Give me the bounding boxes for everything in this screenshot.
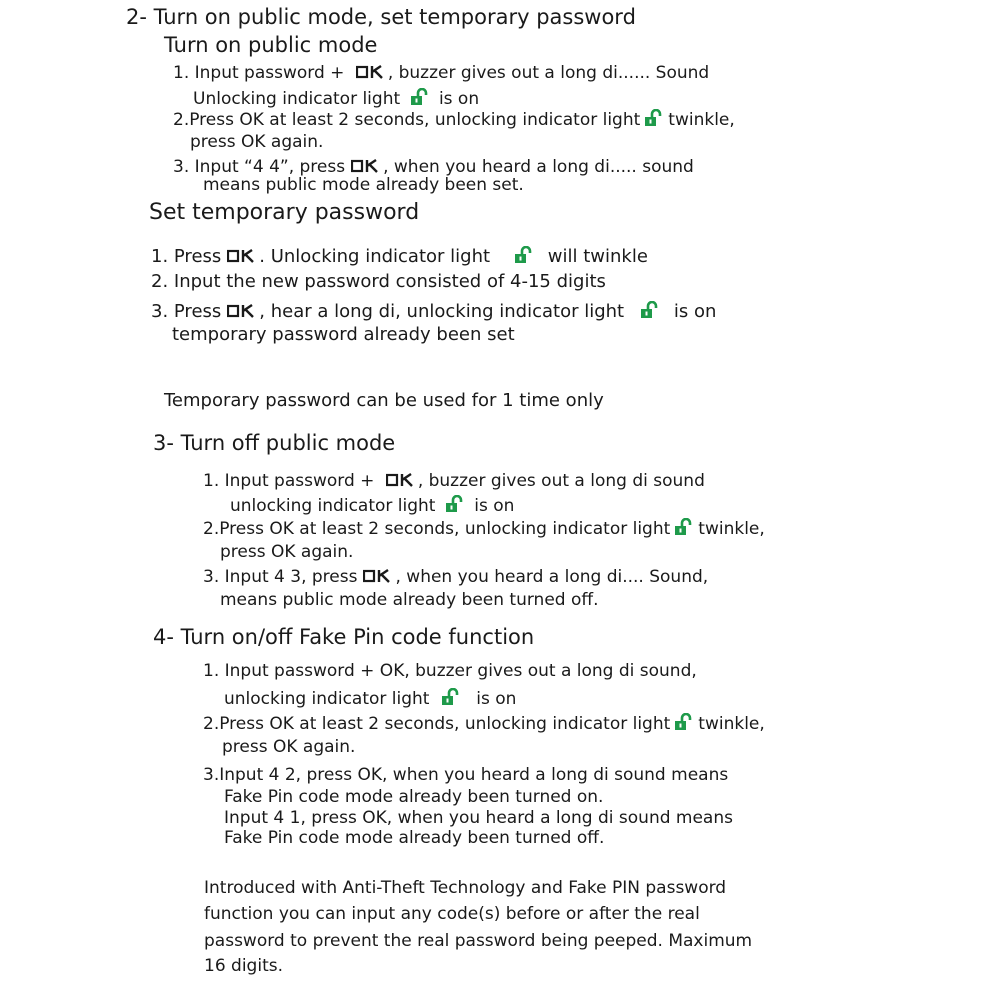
unlocked-padlock-icon	[674, 518, 694, 536]
unlocked-padlock-icon	[514, 246, 534, 264]
unlocked-padlock-icon	[410, 88, 430, 106]
s4-step-2: 2.Press OK at least 2 seconds, unlocking indicator light twinkle,	[203, 714, 765, 734]
unlocked-padlock-icon	[674, 713, 694, 731]
unlocked-padlock-icon	[445, 495, 465, 513]
fake-pin-paragraph-line-3: password to prevent the real password being peeped. Maximum	[204, 931, 753, 951]
section-4-title: 4- Turn on/off Fake Pin code function	[153, 625, 535, 649]
ok-key-icon	[363, 569, 393, 583]
step-3-line-cont: means public mode already been set.	[203, 175, 524, 195]
fake-pin-paragraph-line-4: 16 digits.	[204, 956, 283, 976]
ok-key-icon	[386, 473, 416, 487]
ok-key-icon	[356, 65, 386, 79]
section-3-title: 3- Turn off public mode	[153, 431, 396, 455]
s4-step-1-cont: unlocking indicator light is on	[224, 689, 517, 709]
s3-step-2: 2.Press OK at least 2 seconds, unlocking indicator light twinkle,	[203, 519, 765, 539]
set-temporary-password-heading: Set temporary password	[149, 200, 420, 225]
s3-step-3-cont: means public mode already been turned off.	[220, 590, 599, 610]
s4-step-1: 1. Input password + OK, buzzer gives out a long di sound,	[203, 661, 697, 681]
section-2-title: 2- Turn on public mode, set temporary password	[126, 5, 636, 29]
ok-key-icon	[351, 159, 381, 173]
step-2-line: 2.Press OK at least 2 seconds, unlocking indicator light twinkle,	[173, 110, 735, 130]
ok-key-icon	[227, 304, 257, 318]
step-3-line: 3. Input “4 4”, press , when you heard a long di..... sound	[173, 157, 694, 177]
s4-step-3-line-3: Input 4 1, press OK, when you heard a long di sound means	[224, 808, 733, 828]
s4-step-3-line-2: Fake Pin code mode already been turned on.	[224, 787, 604, 807]
step-1-line: 1. Input password + , buzzer gives out a long di...... Sound	[173, 63, 710, 83]
step-2-line-cont: press OK again.	[190, 132, 324, 152]
step-1-line-cont: Unlocking indicator light is on	[193, 89, 480, 109]
unlocked-padlock-icon	[441, 688, 461, 706]
s4-step-3: 3.Input 4 2, press OK, when you heard a long di sound means	[203, 765, 729, 785]
temp-step-2: 2. Input the new password consisted of 4-15 digits	[151, 271, 606, 292]
s3-step-2-cont: press OK again.	[220, 542, 354, 562]
unlocked-padlock-icon	[644, 109, 664, 127]
ok-key-icon	[227, 249, 257, 263]
temporary-password-note: Temporary password can be used for 1 time only	[164, 390, 604, 411]
s4-step-3-line-4: Fake Pin code mode already been turned off.	[224, 828, 605, 848]
temp-step-3-cont: temporary password already been set	[172, 324, 515, 345]
s3-step-3: 3. Input 4 3, press , when you heard a long di.... Sound,	[203, 567, 709, 587]
turn-on-public-mode-heading: Turn on public mode	[164, 33, 378, 57]
fake-pin-paragraph-line-2: function you can input any code(s) before or after the real	[204, 904, 700, 924]
unlocked-padlock-icon	[640, 301, 660, 319]
s3-step-1-cont: unlocking indicator light is on	[230, 496, 515, 516]
s4-step-2-cont: press OK again.	[222, 737, 356, 757]
fake-pin-paragraph-line-1: Introduced with Anti-Theft Technology and Fake PIN password	[204, 878, 727, 898]
temp-step-3: 3. Press , hear a long di, unlocking indicator light is on	[151, 301, 717, 322]
s3-step-1: 1. Input password + , buzzer gives out a long di sound	[203, 471, 705, 491]
temp-step-1: 1. Press . Unlocking indicator light will twinkle	[151, 246, 648, 267]
